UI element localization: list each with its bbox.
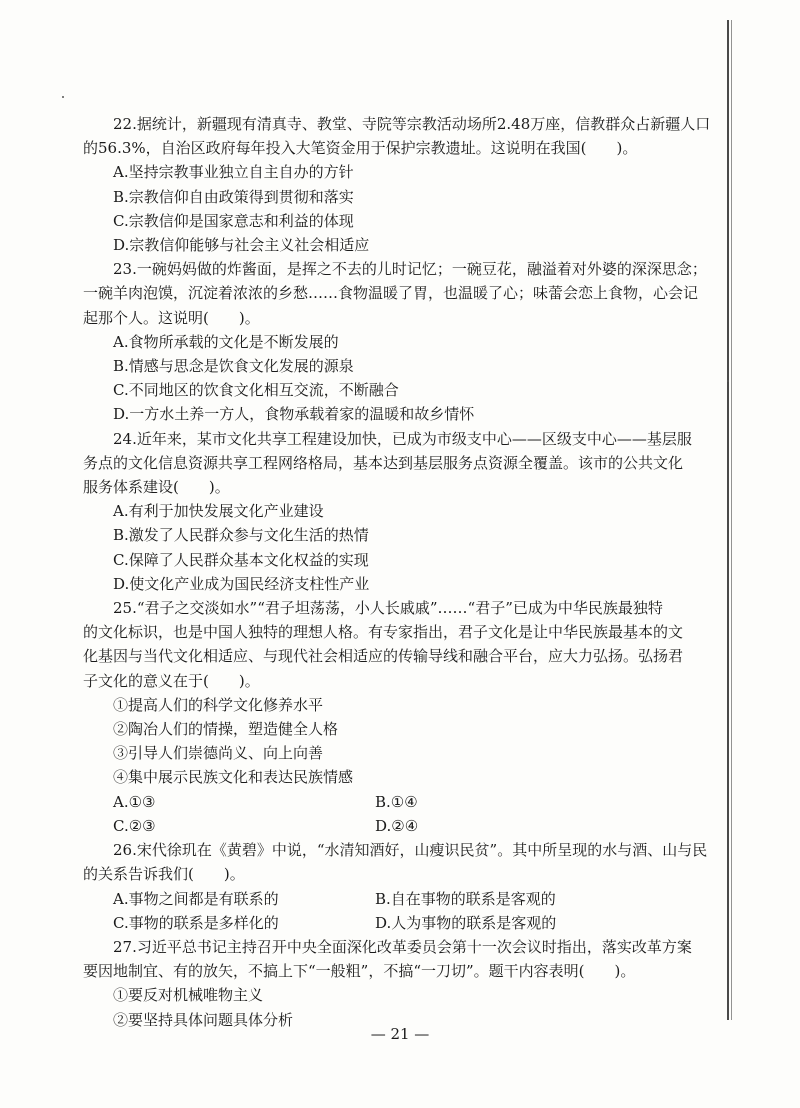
question-stem-line: 子文化的意义在于( )。: [83, 671, 260, 690]
option-c: C.宗教信仰是国家意志和利益的体现: [113, 211, 354, 230]
question-stem-line: 的56.3%，自治区政府每年投入大笔资金用于保护宗教遗址。这说明在我国( )。: [83, 139, 638, 158]
option-d: D.宗教信仰能够与社会主义社会相适应: [113, 236, 370, 255]
numbered-item: ②陶冶人们的情操，塑造健全人格: [113, 720, 339, 739]
option-b: B.情感与思念是饮食文化发展的源泉: [113, 357, 354, 376]
question-stem-line: 24.近年来，某市文化共享工程建设加快，已成为市级支中心——区级支中心——基层服: [113, 429, 692, 448]
option-c: C.保障了人民群众基本文化权益的实现: [113, 550, 369, 569]
question-24: [83, 427, 692, 596]
option-a: A.食物所承载的文化是不断发展的: [113, 332, 339, 351]
option-b: B.自在事物的联系是客观的: [375, 889, 556, 908]
question-stem-line: 服务体系建设( )。: [83, 478, 230, 497]
option-b: B.宗教信仰自由政策得到贯彻和落实: [113, 187, 354, 206]
option-b: B.激发了人民群众参与文化生活的热情: [113, 526, 369, 545]
option-d: D.使文化产业成为国民经济支柱性产业: [113, 574, 370, 593]
question-stem-line: 25.“君子之交淡如水”“君子坦荡荡，小人长戚戚”……“君子”已成为中华民族最独特: [113, 599, 663, 618]
option-d: D.人为事物的联系是客观的: [375, 913, 557, 932]
question-22: [83, 112, 711, 257]
option-row: [83, 790, 673, 814]
question-stem-line: 的文化标识，也是中国人独特的理想人格。有专家指出，君子文化是让中华民族最基本的文: [83, 623, 684, 642]
question-stem-line: 起那个人。这说明( )。: [83, 308, 260, 327]
option-row: [83, 887, 673, 911]
question-stem-line: 26.宋代徐玑在《黄碧》中说，“水清知酒好，山瘦识民贫”。其中所呈现的水与酒、山与民: [113, 841, 708, 860]
numbered-item: ①提高人们的科学文化修养水平: [113, 695, 324, 714]
question-stem-line: 的关系告诉我们( )。: [83, 865, 245, 884]
question-stem-line: 要因地制宜、有的放矢，不搞上下“一般粗”，不搞“一刀切”。题干内容表明( )。: [83, 962, 636, 981]
option-row: [83, 911, 673, 935]
option-b: B.①④: [375, 792, 418, 811]
option-row: [83, 814, 673, 838]
option-a: A.①③: [113, 792, 156, 811]
numbered-item: ①要反对机械唯物主义: [113, 986, 264, 1005]
scan-speck: [62, 96, 64, 98]
option-d: D.②④: [375, 816, 419, 835]
question-stem-line: 23.一碗妈妈做的炸酱面，是挥之不去的儿时记忆；一碗豆花，融溢着对外婆的深深思念；: [113, 260, 707, 279]
scan-speck: [727, 380, 729, 382]
option-c: C.不同地区的饮食文化相互交流，不断融合: [113, 381, 399, 400]
numbered-item: ③引导人们崇德尚义、向上向善: [113, 744, 324, 763]
option-a: A.事物之间都是有联系的: [113, 889, 279, 908]
question-stem-line: 一碗羊肉泡馍，沉淀着浓浓的乡愁……食物温暖了胃，也温暖了心；味蕾会恋上食物，心会记: [83, 284, 699, 303]
numbered-item: ④集中展示民族文化和表达民族情感: [113, 768, 354, 787]
question-stem-line: 化基因与当代文化相适应、与现代社会相适应的传输导线和融合平台，应大力弘扬。弘扬君: [83, 647, 684, 666]
question-26: [83, 838, 708, 935]
option-c: C.②③: [113, 816, 156, 835]
option-a: A.坚持宗教事业独立自主自办的方针: [113, 163, 354, 182]
question-stem-line: 22.据统计，新疆现有清真寺、教堂、寺院等宗教活动场所2.48万座，信教群众占新疆人口: [113, 115, 711, 133]
option-a: A.有利于加快发展文化产业建设: [113, 502, 324, 521]
question-23: [83, 257, 707, 426]
scan-edge-line: [727, 20, 729, 1020]
question-25: [83, 596, 684, 838]
numbered-item: ②要坚持具体问题具体分析: [113, 1010, 294, 1029]
question-stem-line: 27.习近平总书记主持召开中央全面深化改革委员会第十一次会议时指出，落实改革方案: [113, 937, 692, 956]
scan-edge-line: [731, 20, 732, 1020]
question-list: [83, 112, 711, 1032]
option-c: C.事物的联系是多样化的: [113, 913, 279, 932]
option-d: D.一方水土养一方人，食物承载着家的温暖和故乡情怀: [113, 405, 475, 424]
question-stem-line: 务点的文化信息资源共享工程网络格局，基本达到基层服务点资源全覆盖。该市的公共文化: [83, 453, 684, 472]
question-27: [83, 935, 692, 1032]
page-number: — 21 —: [370, 1025, 430, 1043]
